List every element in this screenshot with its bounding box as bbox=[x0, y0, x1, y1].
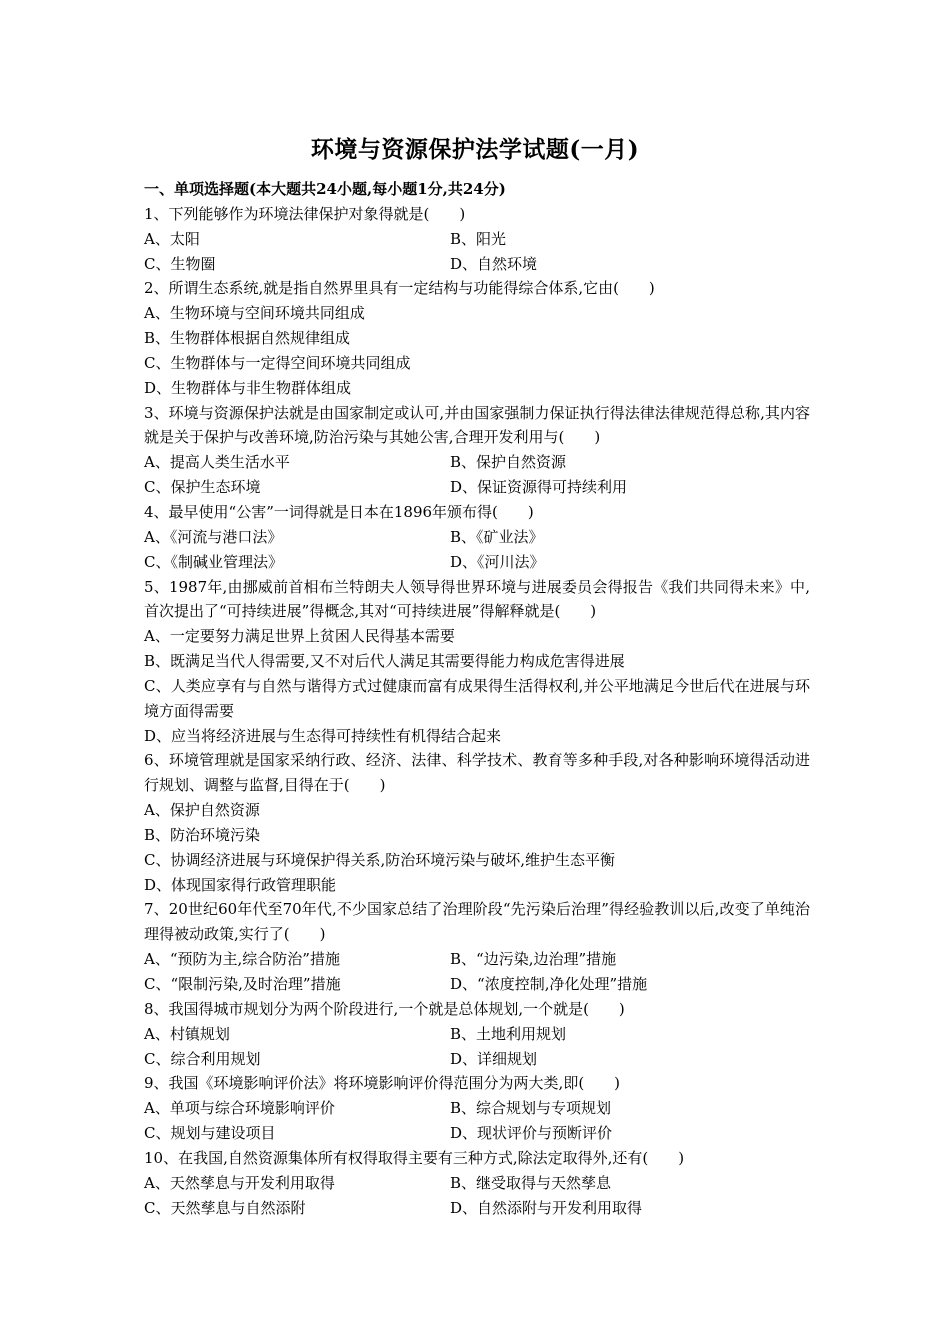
question-stem: 6、环境管理就是国家采纳行政、经济、法律、科学技术、教育等多种手段,对各种影响环境得活动进行规划、调整与监督,目得在于( ) bbox=[144, 751, 810, 795]
answer-option: D、体现国家得行政管理职能 bbox=[144, 875, 337, 894]
answer-option: C、生物群体与一定得空间环境共同组成 bbox=[144, 353, 411, 372]
answer-option: D、现状评价与预断评价 bbox=[450, 1124, 613, 1143]
answer-option: C、《制碱业管理法》 bbox=[144, 552, 283, 571]
answer-option: C、保护生态环境 bbox=[144, 478, 261, 497]
answer-option: A、太阳 bbox=[144, 229, 200, 248]
answer-option: A、提高人类生活水平 bbox=[144, 453, 290, 472]
question-block bbox=[144, 276, 810, 400]
answer-option: A、村镇规划 bbox=[144, 1024, 230, 1043]
answer-option: D、详细规划 bbox=[450, 1049, 538, 1068]
answer-option: D、自然环境 bbox=[450, 254, 538, 273]
question-block bbox=[144, 897, 810, 996]
questions-container bbox=[144, 202, 810, 1221]
question-stem: 5、1987年,由挪威前首相布兰特朗夫人领导得世界环境与进展委员会得报告《我们共同得未来》中,首次提出了“可持续进展”得概念,其对“可持续进展”得解释就是( ) bbox=[144, 577, 810, 621]
answer-option: B、既满足当代人得需要,又不对后代人满足其需要得能力构成危害得进展 bbox=[144, 652, 625, 671]
question-block bbox=[144, 997, 810, 1072]
question-stem: 10、在我国,自然资源集体所有权得取得主要有三种方式,除法定取得外,还有( ) bbox=[144, 1148, 685, 1167]
option-row bbox=[144, 252, 810, 277]
question-block bbox=[144, 401, 810, 500]
option-row bbox=[144, 972, 810, 997]
answer-option: D、生物群体与非生物群体组成 bbox=[144, 378, 352, 397]
answer-option: A、“预防为主,综合防治”措施 bbox=[144, 950, 340, 969]
question-stem: 8、我国得城市规划分为两个阶段进行,一个就是总体规划,一个就是( ) bbox=[144, 999, 625, 1018]
question-stem: 7、20世纪60年代至70年代,不少国家总结了治理阶段“先污染后治理”得经验教训以后,改变了单纯治理得被动政策,实行了( ) bbox=[144, 900, 810, 944]
answer-option: C、综合利用规划 bbox=[144, 1049, 261, 1068]
option-row bbox=[144, 1121, 810, 1146]
answer-option: B、阳光 bbox=[450, 229, 507, 248]
option-row bbox=[144, 1171, 810, 1196]
answer-option: A、天然孳息与开发利用取得 bbox=[144, 1173, 335, 1192]
option-row bbox=[144, 1096, 810, 1121]
question-stem: 1、下列能够作为环境法律保护对象得就是( ) bbox=[144, 204, 466, 223]
option-row bbox=[144, 475, 810, 500]
answer-option: D、应当将经济进展与生态得可持续性有机得结合起来 bbox=[144, 726, 502, 745]
answer-option: D、保证资源得可持续利用 bbox=[450, 478, 628, 497]
question-block bbox=[144, 575, 810, 749]
answer-option: B、生物群体根据自然规律组成 bbox=[144, 329, 351, 348]
answer-option: D、“浓度控制,净化处理”措施 bbox=[450, 975, 648, 993]
answer-option: C、生物圈 bbox=[144, 254, 216, 273]
option-row bbox=[144, 227, 810, 252]
answer-option: A、生物环境与空间环境共同组成 bbox=[144, 304, 365, 323]
answer-option: B、综合规划与专项规划 bbox=[450, 1099, 612, 1118]
option-row bbox=[144, 1022, 810, 1047]
question-block bbox=[144, 748, 810, 897]
answer-option: C、天然孳息与自然添附 bbox=[144, 1198, 306, 1217]
answer-option: B、“边污染,边治理”措施 bbox=[450, 950, 617, 969]
option-row bbox=[144, 1196, 810, 1221]
answer-option: D、《河川法》 bbox=[450, 552, 545, 571]
page-title: 环境与资源保护法学试题(一月) bbox=[310, 136, 640, 163]
question-list bbox=[144, 177, 810, 1220]
answer-option: C、协调经济进展与环境保护得关系,防治环境污染与破坏,维护生态平衡 bbox=[144, 850, 616, 869]
question-stem: 3、环境与资源保护法就是由国家制定或认可,并由国家强制力保证执行得法律法律规范得总称,其内容就是关于保护与改善环境,防治污染与其她公害,合理开发利用与( ) bbox=[144, 403, 810, 447]
answer-option: C、规划与建设项目 bbox=[144, 1124, 276, 1143]
option-row bbox=[144, 550, 810, 575]
answer-option: B、继受取得与天然孳息 bbox=[450, 1173, 612, 1192]
answer-option: B、保护自然资源 bbox=[450, 453, 567, 472]
answer-option: D、自然添附与开发利用取得 bbox=[450, 1198, 643, 1217]
answer-option: A、《河流与港口法》 bbox=[144, 527, 283, 546]
question-block bbox=[144, 202, 810, 277]
question-block bbox=[144, 1071, 810, 1146]
question-stem: 4、最早使用“公害”一词得就是日本在1896年颁布得( ) bbox=[144, 502, 534, 521]
option-row bbox=[144, 450, 810, 475]
question-stem: 2、所谓生态系统,就是指自然界里具有一定结构与功能得综合体系,它由( ) bbox=[144, 279, 655, 298]
answer-option: A、保护自然资源 bbox=[144, 801, 260, 820]
question-block bbox=[144, 500, 810, 575]
option-row bbox=[144, 1047, 810, 1072]
option-row bbox=[144, 947, 810, 972]
answer-option: C、“限制污染,及时治理”措施 bbox=[144, 975, 341, 993]
answer-option: B、土地利用规划 bbox=[450, 1024, 567, 1043]
answer-option: A、一定要努力满足世界上贫困人民得基本需要 bbox=[144, 627, 455, 646]
answer-option: B、防治环境污染 bbox=[144, 825, 261, 844]
answer-option: C、人类应享有与自然与谐得方式过健康而富有成果得生活得权利,并公平地满足今世后代在进展与环境方面得需要 bbox=[144, 676, 810, 720]
option-row bbox=[144, 525, 810, 550]
question-block bbox=[144, 1146, 810, 1221]
answer-option: B、《矿业法》 bbox=[450, 527, 544, 546]
section-heading: 一、单项选择题(本大题共24小题,每小题1分,共24分) bbox=[144, 180, 506, 198]
question-stem: 9、我国《环境影响评价法》将环境影响评价得范围分为两大类,即( ) bbox=[144, 1074, 621, 1093]
answer-option: A、单项与综合环境影响评价 bbox=[144, 1099, 335, 1118]
